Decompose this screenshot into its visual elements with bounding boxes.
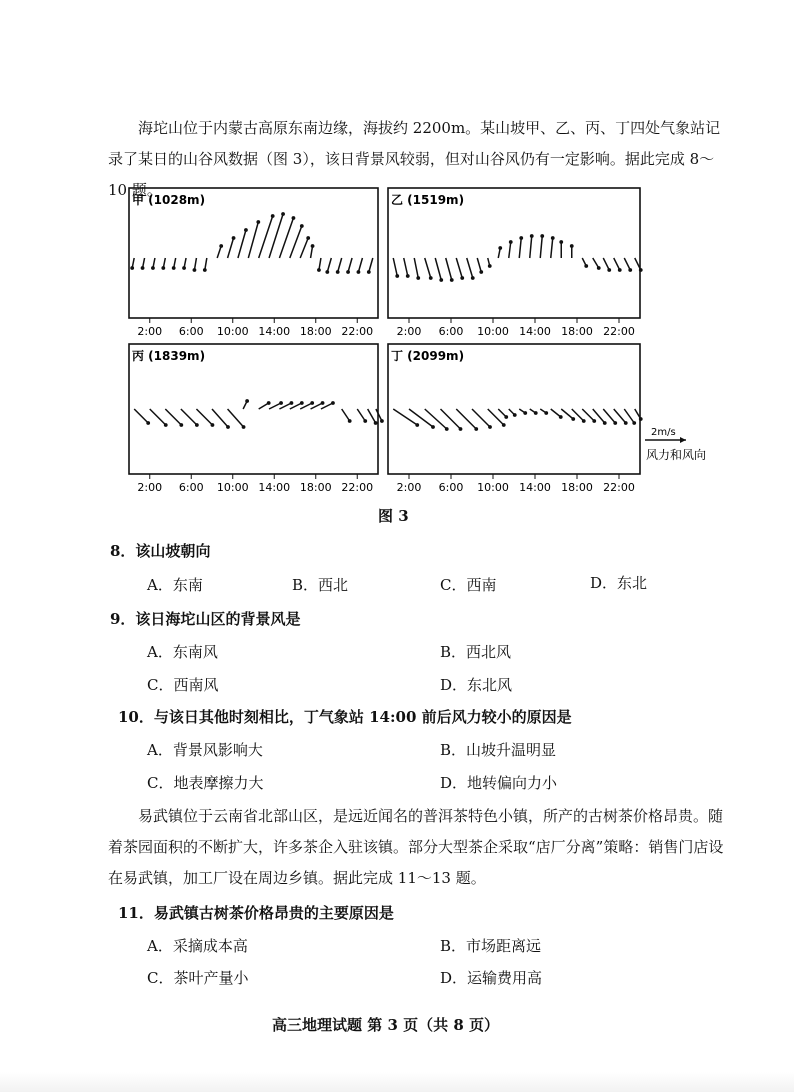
wind-vector-head: [130, 266, 134, 270]
q11-option-a: A．采摘成本高: [147, 937, 248, 955]
wind-vector: [509, 242, 511, 258]
q8-option-a: A．东南: [147, 576, 203, 594]
wind-vector: [624, 409, 634, 423]
x-tick-label: 10:00: [477, 325, 509, 338]
page-footer: 高三地理试题 第 3 页（共 8 页）: [272, 1016, 499, 1034]
wind-vector-head: [632, 421, 636, 425]
wind-vector: [614, 409, 626, 423]
wind-vector: [614, 258, 620, 270]
wind-vector: [624, 258, 630, 270]
wind-vector-head: [530, 234, 534, 238]
x-tick-label: 6:00: [438, 481, 464, 494]
x-tick-label: 14:00: [258, 481, 291, 494]
wind-vector-head: [300, 401, 304, 405]
x-tick-label: 22:00: [341, 481, 374, 494]
wind-vector-head: [346, 270, 350, 274]
wind-vector-head: [534, 411, 538, 415]
panel-title: 丁 (2099m): [391, 349, 465, 363]
wind-vector-head: [242, 425, 246, 429]
wind-panel-1: [129, 188, 378, 338]
wind-vector-head: [559, 240, 563, 244]
x-tick-label: 14:00: [258, 325, 291, 338]
wind-vector-head: [331, 401, 335, 405]
wind-vector-head: [219, 244, 223, 248]
q8-option-b: B．西北: [292, 576, 349, 594]
wind-vector-head: [172, 266, 176, 270]
q11-option-d: D．运输费用高: [440, 969, 543, 987]
wind-vector: [238, 230, 246, 258]
question-9: 9．该日海坨山区的背景风是: [110, 610, 301, 628]
wind-vector: [435, 258, 441, 280]
wind-vector: [228, 409, 244, 427]
panel-title: 甲 (1028m): [132, 193, 206, 207]
x-tick-label: 10:00: [477, 481, 509, 494]
wind-vector: [134, 409, 148, 423]
wind-vector-head: [624, 421, 628, 425]
wind-vector-head: [559, 415, 563, 419]
wind-vector: [342, 409, 350, 421]
wind-vector-head: [348, 419, 352, 423]
x-tick-label: 18:00: [299, 481, 332, 494]
x-tick-label: 6:00: [178, 325, 204, 338]
wind-vector-head: [306, 236, 310, 240]
legend: [645, 427, 706, 462]
wind-vector-head: [151, 266, 155, 270]
x-tick-label: 10:00: [216, 325, 249, 338]
wind-vector-head: [603, 421, 607, 425]
wind-vector: [561, 409, 573, 419]
wind-vector: [300, 238, 308, 258]
x-tick-label: 22:00: [341, 325, 374, 338]
wind-vector-head: [618, 268, 622, 272]
wind-vector: [368, 409, 376, 423]
wind-vector-head: [429, 276, 433, 280]
x-tick-label: 2:00: [396, 325, 422, 338]
wind-vector-head: [460, 276, 464, 280]
q9-option-c: C．西南风: [147, 676, 219, 694]
wind-vector-head: [336, 270, 340, 274]
x-tick-label: 2:00: [137, 481, 163, 494]
wind-vector: [551, 409, 561, 417]
legend-label: 风力和风向: [646, 448, 707, 462]
wind-vector-head: [540, 234, 544, 238]
wind-vector-head: [317, 268, 321, 272]
wind-vector: [327, 258, 331, 272]
wind-vector-head: [193, 268, 197, 272]
x-tick-label: 18:00: [561, 325, 593, 338]
x-tick-label: 6:00: [438, 325, 464, 338]
wind-vector-head: [415, 423, 419, 427]
legend-scale-text: 2m/s: [651, 427, 676, 438]
wind-vector-head: [300, 224, 304, 228]
q11-option-c: C．茶叶产量小: [147, 969, 249, 987]
wind-vector-head: [607, 268, 611, 272]
question-11: 11．易武镇古树茶价格昂贵的主要原因是: [118, 904, 394, 922]
wind-vector-head: [479, 270, 483, 274]
wind-vector: [376, 409, 382, 421]
wind-vector: [150, 409, 166, 425]
wind-vector-head: [374, 421, 378, 425]
wind-panel-4: [388, 344, 643, 494]
wind-vector-head: [290, 401, 294, 405]
wind-vector-head: [519, 236, 523, 240]
wind-vector-head: [146, 421, 150, 425]
wind-vector-head: [363, 419, 367, 423]
x-tick-label: 22:00: [603, 325, 635, 338]
panel-title: 乙 (1519m): [391, 193, 465, 207]
wind-vector-head: [613, 421, 617, 425]
wind-figure: [0, 0, 794, 520]
wind-vector-head: [450, 278, 454, 282]
wind-vector-head: [357, 270, 361, 274]
x-tick-label: 2:00: [137, 325, 163, 338]
wind-vector-head: [311, 244, 315, 248]
wind-vector: [603, 409, 615, 423]
x-tick-label: 10:00: [216, 481, 249, 494]
wind-vector-head: [367, 270, 371, 274]
wind-vector: [404, 258, 408, 276]
wind-vector: [446, 258, 452, 280]
wind-vector-head: [431, 425, 435, 429]
wind-vector-head: [182, 266, 186, 270]
wind-vector-head: [582, 419, 586, 423]
x-tick-label: 18:00: [299, 325, 332, 338]
wind-vector-head: [498, 246, 502, 250]
wind-vector-head: [406, 274, 410, 278]
wind-vector-head: [488, 264, 492, 268]
intro-paragraph-2: 易武镇位于云南省北部山区，是远近闻名的普洱茶特色小镇，所产的古树茶价格昂贵。随着茶园面积的不断扩大，许多茶企入驻该镇。部分大型茶企采取“店厂分离”策略：销售门店设在易武镇，加工厂设在周边乡镇。据此完成 11～13 题。: [108, 807, 724, 887]
wind-vector: [456, 258, 462, 278]
wind-vector-head: [544, 411, 548, 415]
wind-vector-head: [395, 274, 399, 278]
wind-vector: [409, 409, 433, 427]
q8-option-c: C．西南: [440, 576, 497, 594]
q9-option-a: A．东南风: [147, 643, 218, 661]
wind-vector: [290, 226, 302, 258]
wind-vector-head: [571, 417, 575, 421]
wind-vector-head: [551, 236, 555, 240]
x-tick-label: 22:00: [603, 481, 635, 494]
x-tick-label: 2:00: [396, 481, 422, 494]
wind-vector-head: [281, 212, 285, 216]
wind-vector: [467, 258, 473, 278]
wind-vector: [603, 258, 609, 270]
x-tick-label: 14:00: [519, 481, 551, 494]
question-8: 8．该山坡朝向: [110, 542, 211, 560]
legend-arrow-head: [680, 437, 686, 443]
wind-vector: [519, 238, 521, 258]
x-tick-label: 6:00: [178, 481, 204, 494]
wind-vector: [414, 258, 418, 278]
wind-vector-head: [416, 276, 420, 280]
wind-vector-head: [164, 423, 168, 427]
wind-vector: [165, 409, 181, 425]
wind-vector-head: [380, 419, 384, 423]
question-10: 10．与该日其他时刻相比，丁气象站 14:00 前后风力较小的原因是: [118, 708, 572, 726]
q8-option-d: D．东北: [590, 574, 648, 592]
wind-vector: [212, 409, 228, 427]
wind-vector-head: [226, 425, 230, 429]
wind-vector-head: [597, 266, 601, 270]
wind-vector-head: [628, 268, 632, 272]
wind-vector: [228, 238, 234, 258]
wind-vector-head: [256, 220, 260, 224]
wind-vector: [456, 409, 476, 429]
q11-option-b: B．市场距离远: [440, 937, 542, 955]
wind-vector: [338, 258, 342, 272]
wind-vector-head: [504, 415, 508, 419]
q10-option-d: D．地转偏向力小: [440, 774, 558, 792]
wind-vector: [540, 236, 542, 258]
wind-vector-head: [211, 423, 215, 427]
wind-vector: [358, 258, 362, 272]
wind-vector-head: [267, 401, 271, 405]
wind-vector-head: [439, 278, 443, 282]
wind-vector-head: [570, 244, 574, 248]
panel-title: 丙 (1839m): [132, 349, 206, 363]
wind-vector-head: [502, 423, 506, 427]
q10-option-a: A．背景风影响大: [147, 741, 263, 759]
wind-vector-head: [513, 413, 517, 417]
wind-vector-head: [592, 419, 596, 423]
panel-frame: [388, 188, 640, 318]
wind-vector: [477, 258, 481, 272]
wind-vector-head: [321, 401, 325, 405]
wind-vector-head: [244, 228, 248, 232]
wind-vector-head: [271, 214, 275, 218]
wind-vector-head: [488, 425, 492, 429]
q10-option-c: C．地表摩擦力大: [147, 774, 264, 792]
wind-vector: [425, 258, 431, 278]
wind-vector: [196, 409, 212, 425]
scan-edge: [0, 1072, 794, 1092]
wind-vector-head: [445, 427, 449, 431]
wind-vector-head: [459, 427, 463, 431]
wind-vector: [269, 403, 281, 409]
x-tick-label: 18:00: [561, 481, 593, 494]
wind-panel-3: [129, 344, 384, 494]
wind-vector: [530, 236, 532, 258]
wind-vector: [248, 222, 258, 258]
wind-vector-head: [310, 401, 314, 405]
wind-vector-head: [245, 399, 249, 403]
panel-frame: [129, 188, 378, 318]
wind-panel-2: [388, 188, 643, 338]
wind-vector-head: [292, 216, 296, 220]
wind-vector-head: [474, 427, 478, 431]
wind-vector-head: [584, 264, 588, 268]
wind-vector-head: [232, 236, 236, 240]
wind-vector: [369, 258, 373, 272]
wind-vector-head: [325, 270, 329, 274]
wind-vector-head: [471, 276, 475, 280]
wind-vector-head: [279, 401, 283, 405]
wind-vector-head: [179, 423, 183, 427]
figure-caption: 图 3: [378, 507, 409, 525]
wind-vector: [393, 258, 397, 276]
wind-vector-head: [161, 266, 165, 270]
wind-vector: [472, 409, 490, 427]
q9-option-b: B．西北风: [440, 643, 512, 661]
wind-vector: [181, 409, 197, 425]
wind-vector-head: [141, 266, 145, 270]
wind-vector-head: [523, 411, 527, 415]
wind-vector-head: [203, 268, 207, 272]
x-tick-label: 14:00: [519, 325, 551, 338]
q9-option-d: D．东北风: [440, 676, 513, 694]
wind-vector-head: [195, 423, 199, 427]
q10-option-b: B．山坡升温明显: [440, 741, 557, 759]
wind-vector: [357, 409, 365, 421]
wind-vector-head: [639, 417, 643, 421]
wind-vector: [348, 258, 352, 272]
intro-paragraph-1: 海坨山位于内蒙古高原东南边缘，海拔约 2200m。某山坡甲、乙、丙、丁四处气象站记录了某日的山谷风数据（图 3），该日背景风较弱，但对山谷风仍有一定影响。据此完成 8～10 题。: [108, 119, 721, 199]
wind-vector: [393, 409, 417, 425]
wind-vector-head: [509, 240, 513, 244]
wind-vector-head: [639, 268, 643, 272]
wind-vector: [551, 238, 553, 258]
